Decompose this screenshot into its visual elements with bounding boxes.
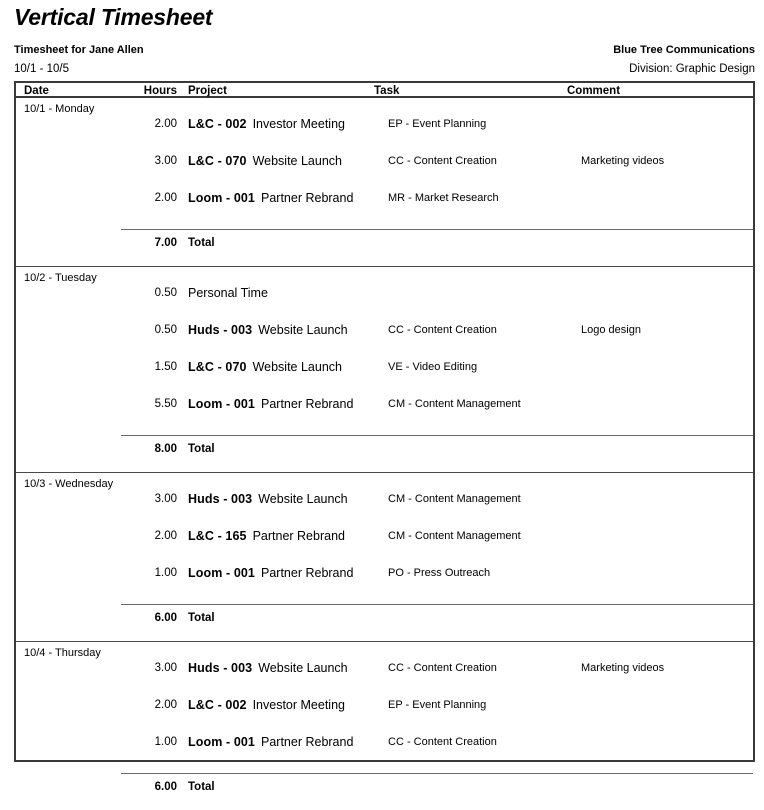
- entry-hours: 3.00: [154, 493, 177, 505]
- table-row[interactable]: [16, 284, 753, 321]
- header-meta: [14, 41, 755, 79]
- entry-project-code: Loom - 001: [188, 191, 255, 205]
- table-row[interactable]: [16, 564, 753, 601]
- entry-hours: 1.00: [154, 567, 177, 579]
- day-date-label: 10/3 - Wednesday: [24, 478, 114, 490]
- table-row[interactable]: [16, 395, 753, 432]
- day-date-label: 10/1 - Monday: [24, 103, 95, 115]
- day-block: [16, 642, 753, 810]
- entry-project-code: L&C - 165: [188, 529, 247, 543]
- day-total-label: Total: [188, 443, 215, 455]
- entry-project-code: L&C - 070: [188, 154, 247, 168]
- entry-project-code: Huds - 003: [188, 492, 253, 506]
- day-total-row: [16, 432, 753, 472]
- entry-comment: Marketing videos: [581, 155, 665, 167]
- entry-project-name: Partner Rebrand: [261, 397, 354, 411]
- entry-project: [188, 286, 268, 301]
- table-row[interactable]: [16, 189, 753, 226]
- table-row[interactable]: [16, 490, 753, 527]
- table-row[interactable]: [16, 733, 753, 770]
- day-block: [16, 98, 753, 267]
- entry-project-name: Website Launch: [258, 492, 348, 506]
- entry-list: [16, 267, 753, 432]
- entry-hours: 2.00: [154, 699, 177, 711]
- day-date-label: 10/4 - Thursday: [24, 647, 101, 659]
- entry-project: [188, 529, 345, 544]
- day-total-hours: 6.00: [154, 781, 177, 793]
- entry-project-code: L&C - 002: [188, 117, 247, 131]
- day-total-hours: 7.00: [154, 237, 177, 249]
- entry-hours: 1.00: [154, 736, 177, 748]
- entry-project-name: Partner Rebrand: [261, 191, 354, 205]
- table-row[interactable]: [16, 321, 753, 358]
- entry-hours: 3.00: [154, 155, 177, 167]
- entry-hours: 5.50: [154, 398, 177, 410]
- entry-task: CC - Content Creation: [388, 155, 497, 167]
- entry-list: [16, 98, 753, 226]
- header-meta-row-1: [14, 41, 755, 60]
- entry-project: [188, 154, 342, 169]
- column-header-task: Task: [374, 85, 400, 97]
- entry-project: [188, 117, 345, 132]
- day-total-label: Total: [188, 612, 215, 624]
- company-label: Blue Tree Communications: [613, 44, 755, 56]
- entry-task: CC - Content Creation: [388, 662, 497, 674]
- entry-task: CM - Content Management: [388, 493, 521, 505]
- entry-hours: 2.00: [154, 192, 177, 204]
- entry-task: EP - Event Planning: [388, 118, 487, 130]
- column-header-project: Project: [188, 85, 227, 97]
- day-block: [16, 473, 753, 642]
- entry-project-name: Investor Meeting: [252, 698, 345, 712]
- day-date-label: 10/2 - Tuesday: [24, 272, 97, 284]
- day-total-row: [16, 226, 753, 266]
- entry-project-code: Loom - 001: [188, 397, 255, 411]
- entry-project-name: Personal Time: [188, 286, 268, 300]
- entry-project-code: Loom - 001: [188, 566, 255, 580]
- entry-project-name: Investor Meeting: [252, 117, 345, 131]
- division-label: Division: Graphic Design: [629, 63, 755, 75]
- table-row[interactable]: [16, 696, 753, 733]
- entry-project-name: Partner Rebrand: [261, 735, 354, 749]
- timesheet-table: [14, 81, 755, 793]
- entry-project-name: Partner Rebrand: [261, 566, 354, 580]
- table-row[interactable]: [16, 152, 753, 189]
- entry-project: [188, 492, 348, 507]
- entry-hours: 0.50: [154, 287, 177, 299]
- entry-project-name: Website Launch: [258, 661, 348, 675]
- entry-hours: 2.00: [154, 118, 177, 130]
- column-header-comment: Comment: [567, 85, 621, 97]
- day-total-hours: 6.00: [154, 612, 177, 624]
- total-divider: [121, 604, 753, 605]
- day-total-hours: 8.00: [154, 443, 177, 455]
- entry-project-name: Partner Rebrand: [252, 529, 345, 543]
- entry-project-name: Website Launch: [252, 360, 342, 374]
- column-header-date: Date: [24, 85, 49, 97]
- day-total-label: Total: [188, 781, 215, 793]
- total-divider: [121, 435, 753, 436]
- entry-task: MR - Market Research: [388, 192, 499, 204]
- entry-project: [188, 735, 353, 750]
- entry-project-code: Huds - 003: [188, 323, 253, 337]
- entry-project-name: Website Launch: [258, 323, 348, 337]
- entry-hours: 3.00: [154, 662, 177, 674]
- entry-hours: 0.50: [154, 324, 177, 336]
- day-total-row: [16, 601, 753, 641]
- table-row[interactable]: [16, 358, 753, 395]
- day-total-label: Total: [188, 237, 215, 249]
- entry-project-code: L&C - 070: [188, 360, 247, 374]
- entry-project-code: L&C - 002: [188, 698, 247, 712]
- day-blocks-container: [16, 98, 753, 810]
- entry-project-name: Website Launch: [252, 154, 342, 168]
- date-range-label: 10/1 - 10/5: [14, 63, 69, 75]
- entry-task: EP - Event Planning: [388, 699, 487, 711]
- entry-project: [188, 397, 353, 412]
- entry-comment: Marketing videos: [581, 662, 665, 674]
- header-meta-row-2: [14, 60, 755, 79]
- day-block: [16, 267, 753, 473]
- page-title: Vertical Timesheet: [14, 4, 213, 30]
- entry-project: [188, 360, 342, 375]
- entry-task: CM - Content Management: [388, 530, 521, 542]
- entry-task: CM - Content Management: [388, 398, 521, 410]
- column-header-hours: Hours: [143, 85, 177, 97]
- entry-list: [16, 473, 753, 601]
- table-row[interactable]: [16, 527, 753, 564]
- entry-project: [188, 661, 348, 676]
- entry-project: [188, 323, 348, 338]
- entry-task: VE - Video Editing: [388, 361, 478, 373]
- entry-project: [188, 191, 353, 206]
- entry-project: [188, 698, 345, 713]
- employee-label: Timesheet for Jane Allen: [14, 44, 144, 56]
- entry-list: [16, 642, 753, 770]
- table-header-row: [16, 81, 753, 98]
- entry-task: CC - Content Creation: [388, 324, 497, 336]
- table-row[interactable]: [16, 115, 753, 152]
- table-row[interactable]: [16, 659, 753, 696]
- entry-comment: Logo design: [581, 324, 641, 336]
- entry-project-code: Huds - 003: [188, 661, 253, 675]
- entry-hours: 1.50: [154, 361, 177, 373]
- total-divider: [121, 229, 753, 230]
- total-divider: [121, 773, 753, 774]
- entry-task: CC - Content Creation: [388, 736, 497, 748]
- entry-task: PO - Press Outreach: [388, 567, 491, 579]
- entry-project: [188, 566, 353, 581]
- entry-hours: 2.00: [154, 530, 177, 542]
- entry-project-code: Loom - 001: [188, 735, 255, 749]
- day-total-row: [16, 770, 753, 810]
